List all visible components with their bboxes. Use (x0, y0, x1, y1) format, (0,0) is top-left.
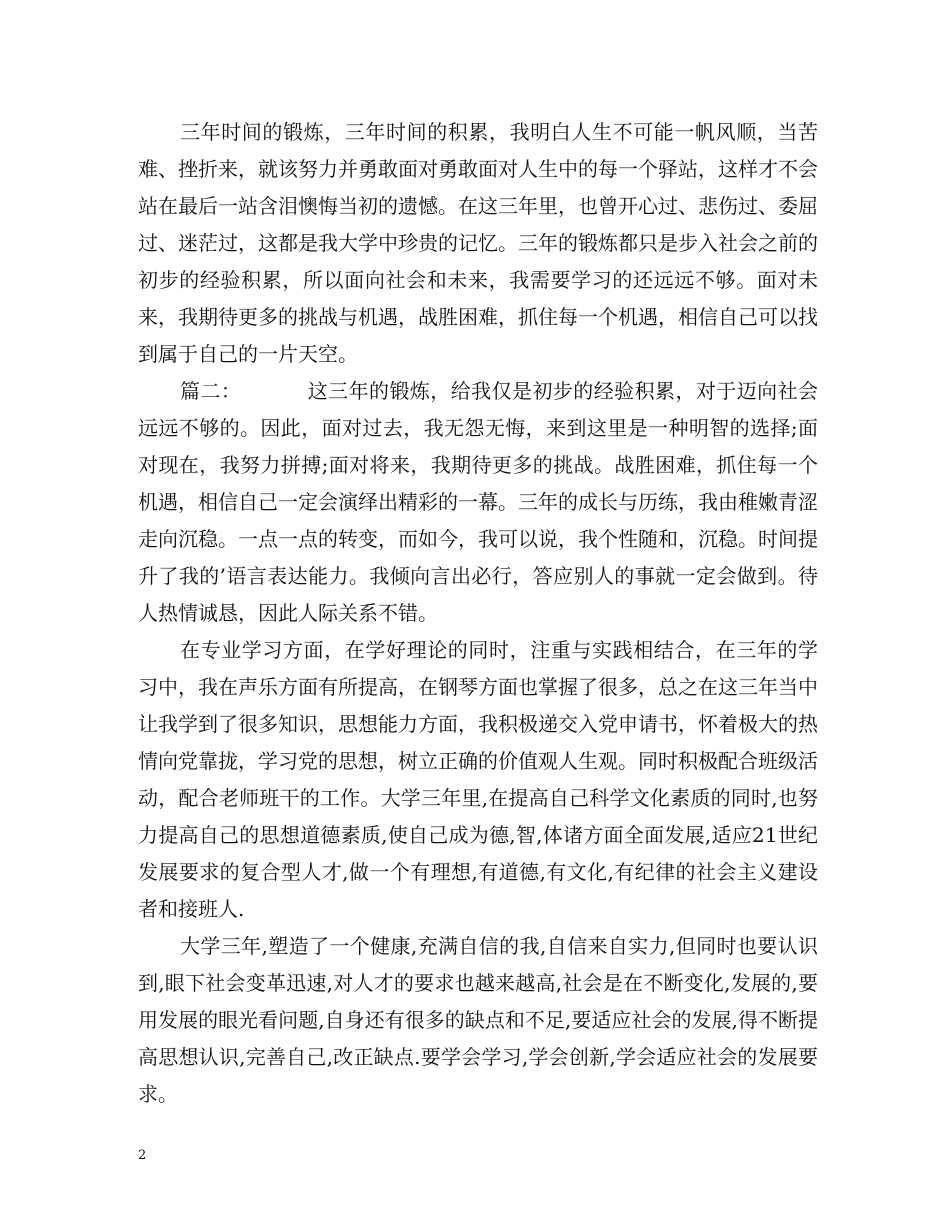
paragraph-2 (138, 373, 818, 632)
paragraph-3: 在专业学习方面，在学好理论的同时，注重与实践相结合，在三年的学习中，我在声乐方面有所提高，在钢琴方面也掌握了很多，总之在这三年当中让我学到了很多知识，思想能力方面，我积极递交入党申请书，怀着极大的热情向党靠拢，学习党的思想，树立正确的价值观人生观。同时积极配合班级活动，配合老师班干的工作。大学三年里,在提高自己科学文化素质的同时,也努力提高自己的思想道德素质,使自己成为德,智,体诸方面全面发展,适应21世纪发展要求的复合型人才,做一个有理想,有道德,有文化,有纪律的社会主义建设者和接班人. (138, 638, 818, 921)
page-number: 2 (138, 1148, 147, 1163)
document-body (138, 114, 818, 1113)
paragraph-1: 三年时间的锻炼，三年时间的积累，我明白人生不可能一帆风顺，当苦难、挫折来，就该努力并勇敢面对勇敢面对人生中的每一个驿站，这样才不会站在最后一站含泪懊悔当初的遗憾。在这三年里，也曾开心过、悲伤过、委屈过、迷茫过，这都是我大学中珍贵的记忆。三年的锻炼都只是步入社会之前的初步的经验积累，所以面向社会和未来，我需要学习的还远远不够。面对未来，我期待更多的挑战与机遇，战胜困难，抓住每一个机遇，相信自己可以找到属于自己的一片天空。 (138, 120, 818, 366)
paragraph-4: 大学三年,塑造了一个健康,充满自信的我,自信来自实力,但同时也要认识到,眼下社会变革迅速,对人才的要求也越来越高,社会是在不断变化,发展的,要用发展的眼光看问题,自身还有很多的缺点和不足,要适应社会的发展,得不断提高思想认识,完善自己,改正缺点.要学会学习,学会创新,学会适应社会的发展要求。 (138, 934, 818, 1106)
paragraph-2-text: 这三年的锻炼，给我仅是初步的经验积累，对于迈向社会远远不够的。因此，面对过去，我无怨无悔，来到这里是一种明智的选择;面对现在，我努力拼搏;面对将来，我期待更多的挑战。战胜困难，抓住每一个机遇，相信自己一定会演绎出精彩的一幕。三年的成长与历练，我由稚嫩青涩走向沉稳。一点一点的转变，而如今，我可以说，我个性随和，沉稳。时间提升了我的’语言表达能力。我倾向言出必行，答应别人的事就一定会做到。待人热情诚恳，因此人际关系不错。 (138, 379, 819, 625)
section-label: 篇二： (180, 379, 242, 403)
